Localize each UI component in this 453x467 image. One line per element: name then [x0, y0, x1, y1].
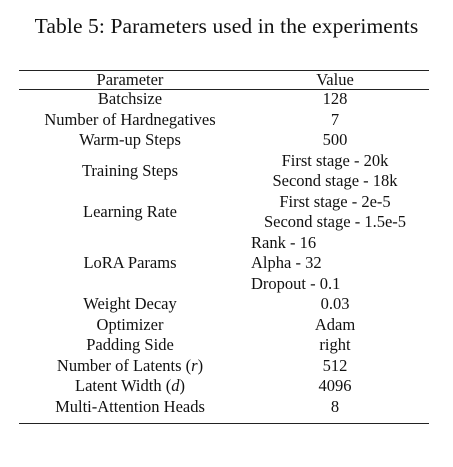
- parameter-value: 7: [330, 109, 340, 129]
- parameter-name: LoRA Params: [83, 253, 177, 272]
- table-row: [19, 356, 429, 377]
- parameter-value: [241, 192, 429, 233]
- table-caption: Table 5: Parameters used in the experiments: [34, 14, 419, 38]
- parameter-value: 0.03: [320, 294, 350, 313]
- parameters-table: [19, 70, 429, 417]
- column-header-value: Value: [316, 70, 354, 89]
- parameter-value: [241, 233, 429, 295]
- parameter-name: Optimizer: [96, 314, 164, 334]
- table-row: [19, 151, 429, 192]
- parameter-value: 4096: [318, 376, 352, 395]
- parameter-name: Batchsize: [97, 89, 163, 108]
- table-row: [19, 110, 429, 131]
- parameter-name: Multi-Attention Heads: [55, 396, 205, 416]
- parameter-name: Latent Width (d): [75, 376, 185, 395]
- table-row: [19, 376, 429, 397]
- table-row: [19, 397, 429, 418]
- parameter-name: Number of Hardnegatives: [44, 109, 216, 129]
- value-line: First stage - 20k: [281, 150, 389, 170]
- table-row: [19, 315, 429, 336]
- parameter-value: 128: [322, 89, 348, 108]
- value-line: First stage - 2e-5: [279, 191, 391, 211]
- bottom-rule: [19, 423, 429, 424]
- parameter-value: Adam: [314, 314, 356, 334]
- parameter-value: 512: [322, 355, 348, 375]
- parameter-name: Weight Decay: [83, 294, 177, 313]
- table-row: [19, 335, 429, 356]
- parameter-name: Padding Side: [86, 335, 174, 354]
- value-line: Alpha - 32: [251, 253, 322, 272]
- table-row: [19, 89, 429, 110]
- math-variable: d: [171, 376, 180, 395]
- column-header-parameter: Parameter: [96, 70, 164, 89]
- value-line: Second stage - 1.5e-5: [263, 212, 407, 231]
- table-row: [19, 233, 429, 295]
- table-row: [19, 294, 429, 315]
- parameter-name: Number of Latents (r): [56, 355, 204, 375]
- value-line: Dropout - 0.1: [251, 273, 341, 293]
- parameter-value: [241, 151, 429, 192]
- math-variable: r: [191, 355, 198, 375]
- parameter-name: Warm-up Steps: [79, 130, 181, 149]
- value-line: Second stage - 18k: [272, 171, 398, 190]
- parameter-value: 500: [322, 130, 348, 149]
- parameter-name: Training Steps: [81, 160, 179, 180]
- parameter-value: right: [319, 335, 351, 354]
- parameter-name: Learning Rate: [83, 201, 177, 221]
- table-header-row: [19, 70, 429, 89]
- parameter-value: 8: [330, 396, 340, 416]
- table-row: [19, 130, 429, 151]
- value-line: Rank - 16: [251, 232, 317, 252]
- table-row: [19, 192, 429, 233]
